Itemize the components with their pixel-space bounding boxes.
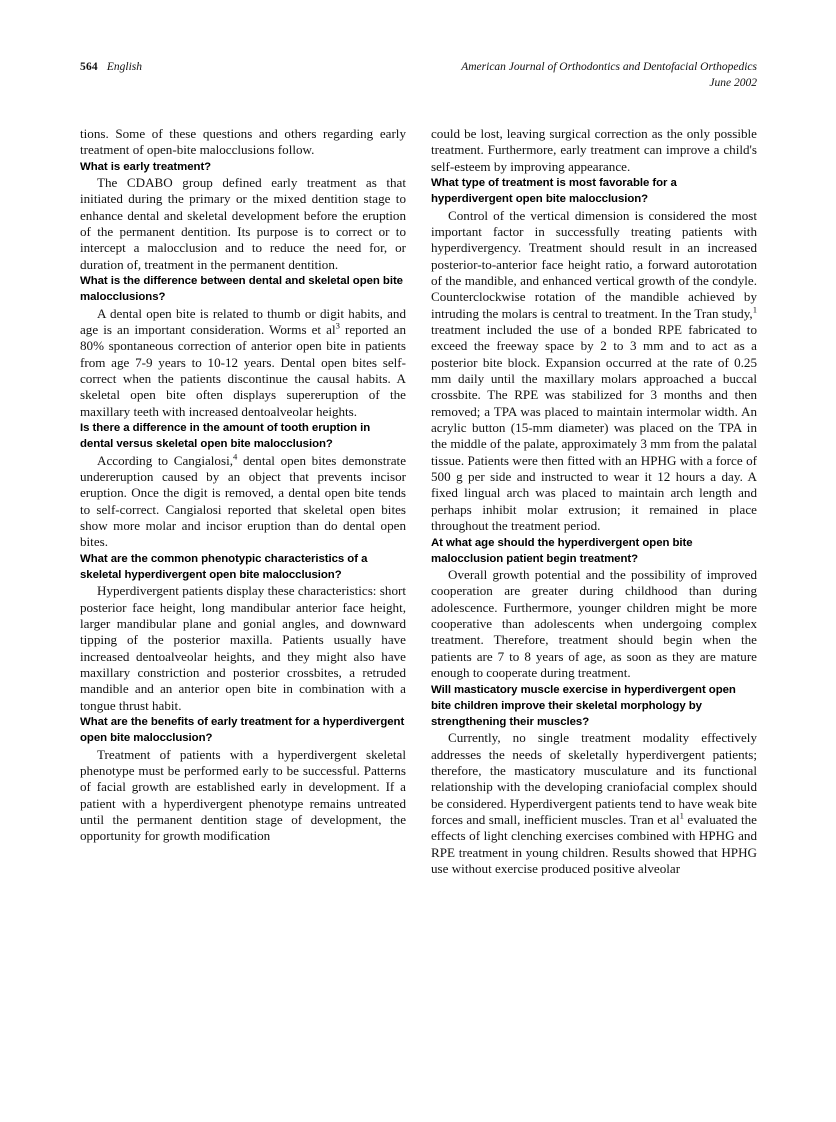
section-paragraph: Treatment of patients with a hyperdivergent skeletal phenotype must be performed early to be successful. Patterns of facial growth are established early in development. If a patient with a hyperdivergent phenotype remains untreated until the permanent dentition stage of development, the opportunity for growth modification [80,746,406,844]
running-head-left [80,60,142,75]
section-paragraph [80,306,406,420]
paragraph-text-part: Currently, no single treatment modality effectively addresses the needs of skeletally hyperdivergent patients; therefore, the masticatory musculature and its functional relationship with the developing craniofacial complex should be considered. Hyperdivergent patients tend to have weak bite forces and small, inefficient muscles. Tran et al [431,730,757,828]
section-heading: What is early treatment? [80,160,212,173]
carryover-paragraph: could be lost, leaving surgical correction as the only possible treatment. Furthermore, early treatment can improve a child's self-esteem by improving appearance. [431,126,757,174]
column-right [431,126,757,877]
paragraph-text-part: A dental open bite is related to thumb or digit habits, and age is an important consideration. Worms et al [80,305,406,337]
running-head-author: English [106,61,142,73]
section-paragraph [80,453,406,551]
section-heading: What are the benefits of early treatment for a hyperdivergent open bite malocclusion? [80,716,405,745]
body-columns [80,126,757,877]
reference-marker[interactable]: 1 [679,810,684,821]
reference-marker[interactable]: 1 [752,304,757,315]
section-paragraph [431,208,757,535]
column-left [80,126,406,877]
paragraph-text-part: Control of the vertical dimension is considered the most important factor in successfully treating patients with hyperdivergency. Treatment should result in an increased posterior-to-anterior face height ratio, a forward autorotation of the mandible, and enhanced vertical growth of the condyle. Counterclockwise rotation of the mandible achieved by intruding the molars is central to treatment. In the Tran study, [431,207,757,321]
section-paragraph: Overall growth potential and the possibility of improved cooperation are greater during childhood than during adolescence. Furthermore, younger children might be more cooperative than adolescents when undergoing complex treatment. Therefore, treatment should begin when the patients are 7 to 8 years of age, as soon as they are mature enough to cooperate during treatment. [431,567,757,681]
carryover-paragraph: tions. Some of these questions and others regarding early treatment of open-bite malocclusions follow. [80,126,406,158]
section-paragraph [431,730,757,877]
running-head [80,60,757,91]
issue-date: June 2002 [709,76,757,89]
section-heading: At what age should the hyperdivergent open bite malocclusion patient begin treatment? [431,536,693,565]
reference-marker[interactable]: 4 [233,451,238,462]
section-paragraph: The CDABO group defined early treatment as that initiated during the primary or the mixed dentition stage to enhance dental and skeletal development before the eruption of the permanent dentition. Its purpose is to correct or to intercept a malocclusion and to reduce the need for, or duration of, treatment in the permanent dentition. [80,174,406,272]
paragraph-text-part: evaluated the effects of light clenching exercises combined with HPHG and RPE treatment in young children. Results showed that HPHG use without exercise produced positive alveolar [431,812,757,877]
paragraph-text-part: According to Cangialosi, [97,452,233,468]
section-heading: Is there a difference in the amount of tooth eruption in dental versus skeletal open bite malocclusion? [80,422,371,451]
running-head-right [461,60,757,91]
paragraph-text-part: reported an 80% spontaneous correction of anterior open bite in patients from age 7-9 years to 10-12 years. Dental open bites self-correct when the patients discontinue the causal habits. A skeletal open bite often displays supereruption of the maxillary teeth with increased dentoalveolar heights. [80,321,406,419]
section-paragraph: Hyperdivergent patients display these characteristics: short posterior face height, long mandibular anterior face height, larger mandibular plane and gonial angles, and downward tipping of the posterior maxilla. Patients usually have increased dentoalveolar heights, and they might also have maxillary constriction and posterior crossbites, a retruded mandible and an anterior open bite in combination with a tongue thrust habit. [80,583,406,713]
paragraph-text-part: treatment included the use of a bonded RPE fabricated to exceed the freeway space by 2 to 3 mm and to act as a posterior bite block. Expansion occurred at the rate of 0.25 mm daily until the maxillary molars approached a buccal crossbite. The RPE was stabilized for 3 months and then removed; a TPA was placed to maintain intermolar width. An acrylic button (15-mm diameter) was placed on the TPA in the middle of the palate, approximately 3 mm from the palatal tissue. Patients were then fitted with an HPHG with a force of 500 g per side and instructed to wear it 12 hours a day. A fixed lingual arch was placed to maintain arch length and perhaps inhibit molar extrusion; it remained in place throughout the treatment period. [431,322,757,534]
section-heading: What is the difference between dental and skeletal open bite malocclusions? [80,275,403,304]
section-heading: What type of treatment is most favorable for a hyperdivergent open bite malocclusion? [431,177,677,206]
paragraph-text-part: dental open bites demonstrate undereruption caused by an object that prevents incisor eruption. Once the digit is removed, a dental open bite tends to self-correct. Cangialosi reported that skeletal open bites show more molar and incisor eruption than do dental open bites. [80,452,406,550]
section-heading: Will masticatory muscle exercise in hyperdivergent open bite children improve their skeletal morphology by strengthening their muscles? [431,683,736,729]
section-heading: What are the common phenotypic characteristics of a skeletal hyperdivergent open bite malocclusion? [80,552,368,581]
journal-title: American Journal of Orthodontics and Dentofacial Orthopedics [461,61,757,73]
reference-marker[interactable]: 3 [335,320,340,331]
page-number: 564 [80,61,98,73]
